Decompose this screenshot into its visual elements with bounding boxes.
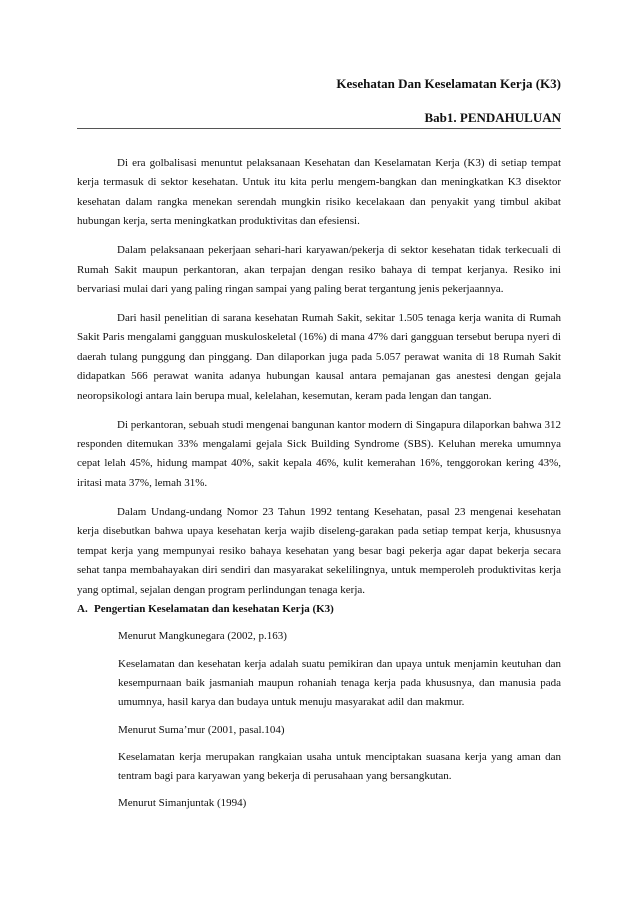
definitions-list bbox=[77, 627, 561, 813]
paragraph-globalization: Di era golbalisasi menuntut pelaksanaan Kesehatan dan Keselamatan Kerja (K3) di setiap tempat kerja termasuk di sektor kesehatan. Untuk itu kita perlu mengem-bangkan dan meningkatkan K3 disektor kesehatan dalam rangka menekan serendah mungkin risiko kecelakaan dan penyakit yang timbul akibat hubungan kerja, serta meningkatkan produktivitas dan efesiensi. bbox=[77, 157, 561, 228]
chapter-title: Bab1. PENDAHULUAN bbox=[424, 110, 561, 125]
definition-source: Menurut Suma’mur (2001, pasal.104) bbox=[118, 723, 285, 736]
section-heading bbox=[77, 600, 561, 619]
document-title: Kesehatan Dan Keselamatan Kerja (K3) bbox=[336, 76, 561, 91]
header-divider bbox=[77, 128, 561, 129]
definition-source: Menurut Simanjuntak (1994) bbox=[118, 797, 247, 810]
section-heading-text: Pengertian Keselamatan dan kesehatan Kerja (K3) bbox=[94, 603, 334, 615]
definition-text: Keselamatan kerja merupakan rangkaian usaha untuk menciptakan suasana kerja yang aman dan tentram bagi para karyawan yang bekerja di perusahaan yang bersangkutan. bbox=[118, 750, 561, 783]
section-a bbox=[77, 600, 561, 822]
paragraph-workplace-risk: Dalam pelaksanaan pekerjaan sehari-hari karyawan/pekerja di sektor kesehatan tidak terkecuali di Rumah Sakit maupun perkantoran, akan terpajan dengan resiko bahaya di tempat kerjanya. Resiko ini bervariasi mulai dari yang paling ringan sampai yang paling berat tergantung jenis pekerjaannya. bbox=[77, 244, 561, 296]
paragraph-health-law: Dalam Undang-undang Nomor 23 Tahun 1992 tentang Kesehatan, pasal 23 mengenai kesehatan kerja disebutkan bahwa upaya kesehatan kerja wajib diseleng-garakan pada setiap tempat kerja, khususnya tempat kerja yang mempunyai resiko bahaya kesehatan yang besar bagi pekerja agar dapat bekerja secara sehat tanpa membahayakan diri sendiri dan masyarakat sekelilingnya, untuk memperoleh produktivitas kerja yang optimal, sejalan dengan program perlindungan tenaga kerja. bbox=[77, 505, 561, 596]
section-number: A. bbox=[77, 603, 88, 615]
definition-source: Menurut Mangkunegara (2002, p.163) bbox=[118, 630, 287, 643]
introduction-body bbox=[77, 154, 561, 610]
definition-text: Keselamatan dan kesehatan kerja adalah suatu pemikiran dan upaya untuk menjamin keutuhan dan kesempurnaan baik jasmaniah maupun rohaniah tenaga kerja pada khususnya, dan manusia pada umumnya, hasil karya dan budaya untuk menuju masyarakat adil dan makmur. bbox=[118, 657, 561, 709]
paragraph-office-study: Di perkantoran, sebuah studi mengenai bangunan kantor modern di Singapura dilaporkan bahwa 312 responden ditemukan 33% mengalami gejala Sick Building Syndrome (SBS). Keluhan mereka umumnya cepat lelah 45%, hidung mampat 40%, sakit kepala 46%, kulit kemerahan 16%, tenggorokan kering 43%, iritasi mata 37%, lemah 31%. bbox=[77, 418, 561, 489]
paragraph-hospital-research: Dari hasil penelitian di sarana kesehatan Rumah Sakit, sekitar 1.505 tenaga kerja wanita di Rumah Sakit Paris mengalami gangguan muskuloskeletal (16%) di mana 47% dari gangguan tersebut berupa nyeri di daerah tulang punggung dan pinggang. Dan dilaporkan juga pada 5.057 perawat wanita di 18 Rumah Sakit didapatkan 566 perawat wanita adanya hubungan kausal antara pemajanan gas anestesi dengan gejala neoropsikologi antara lain berupa mual, kelelahan, kesemutan, keram pada lengan dan tangan. bbox=[77, 312, 561, 402]
